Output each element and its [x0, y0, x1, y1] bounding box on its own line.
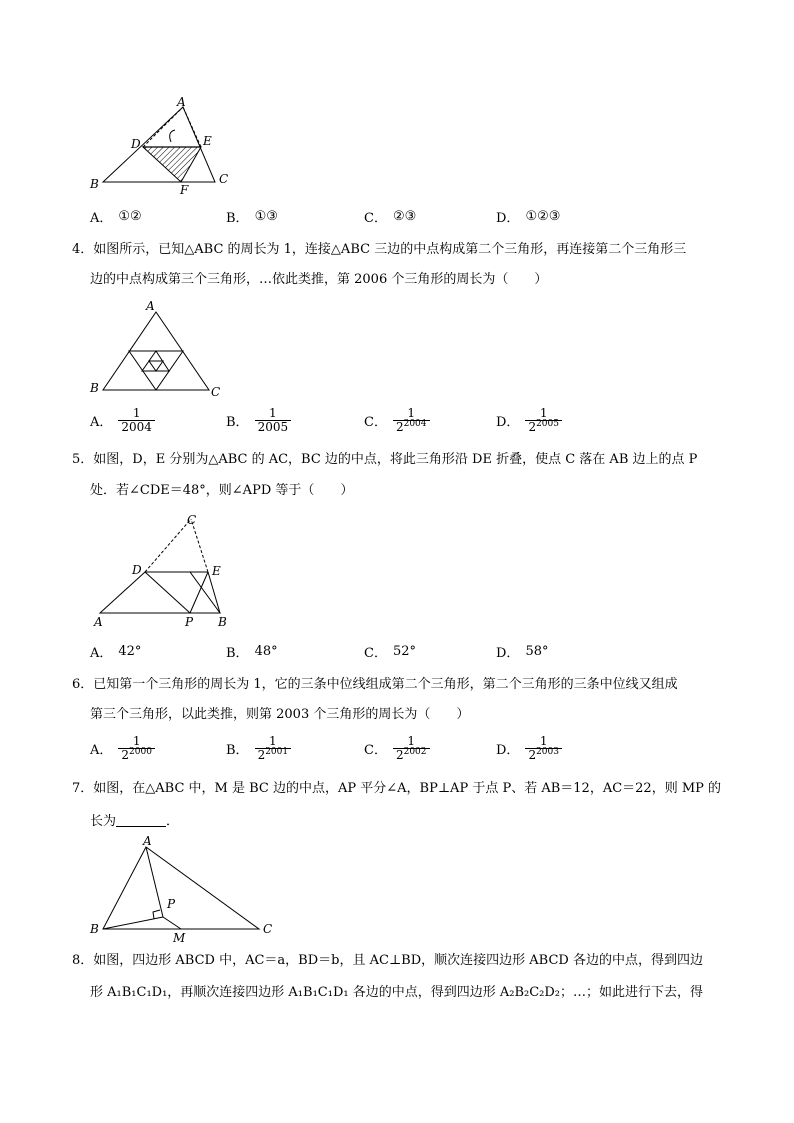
q3-label-e: E: [203, 134, 212, 148]
q5-option-b[interactable]: B． 48°: [226, 643, 278, 661]
q7-figure: [85, 832, 285, 944]
q7-label-a: A: [143, 834, 152, 848]
q4-label-b: B: [90, 381, 99, 395]
q5-label-e: E: [212, 564, 221, 578]
q3-label-b: B: [90, 177, 99, 191]
q3-options: [90, 201, 730, 231]
q5-label-a: A: [94, 615, 103, 629]
q3-option-a[interactable]: A． ①②: [90, 208, 142, 226]
q3-option-d[interactable]: D． ①②③: [496, 208, 561, 226]
q5-figure: [90, 510, 240, 630]
q8-text-line2: 形 A₁B₁C₁D₁，再顺次连接四边形 A₁B₁C₁D₁ 各边的中点，得到四边形 A₂B₂C₂D₂；…；如此进行下去，得: [90, 985, 703, 1000]
q3-triangle-abc: [103, 107, 215, 182]
q6-option-c[interactable]: C． $\frac{1}{2^{2002}}$: [364, 733, 430, 763]
q6-text-line1: 6．已知第一个三角形的周长为 1，它的三条中位线组成第二个三角形，第二个三角形的三条中位线又组成: [72, 677, 678, 692]
q6-text-line2: 第三个三角形，以此类推，则第 2003 个三角形的周长为（ ）: [90, 707, 470, 722]
q5-label-p: P: [185, 615, 194, 629]
q5-options: [90, 636, 730, 666]
q7-label-b: B: [90, 922, 99, 936]
q3-figure: [85, 95, 235, 195]
q4-text-line1: 4．如图所示，已知△ABC 的周长为 1，连接△ABC 三边的中点构成第二个三角形，再连接第二个三角形三: [72, 242, 687, 257]
q4-option-a[interactable]: A． $\frac{1}{2004}$: [90, 405, 155, 435]
q3-label-c: C: [219, 172, 229, 186]
q7-text-line1: 7．如图，在△ABC 中，M 是 BC 边的中点，AP 平分∠A，BP⊥AP 于点 P、若 AB＝12，AC＝22，则 MP 的: [72, 781, 722, 796]
q5-label-b: B: [218, 615, 227, 629]
q6-option-b[interactable]: B． $\frac{1}{2^{2001}}$: [226, 733, 291, 763]
q4-option-d[interactable]: D． $\frac{1}{2^{2005}}$: [496, 405, 562, 435]
q5-label-d: D: [132, 563, 142, 577]
q3-label-f: F: [180, 183, 189, 195]
q3-label-d: D: [131, 137, 141, 151]
q4-text-line2: 边的中点构成第三个三角形，…依此类推，第 2006 个三角形的周长为（ ）: [90, 272, 548, 287]
q3-hatched-triangle: [143, 147, 201, 182]
q7-label-c: C: [263, 922, 273, 936]
q5-text-line1: 5．如图，D，E 分别为△ABC 的 AC，BC 边的中点，将此三角形沿 DE 折叠，使点 C 落在 AB 边上的点 P: [72, 452, 698, 467]
q6-options: [90, 733, 730, 763]
q7-answer-blank[interactable]: [116, 813, 166, 827]
q4-figure: [85, 298, 230, 400]
q7-label-m: M: [173, 931, 186, 944]
q5-text-line2: 处．若∠CDE＝48°，则∠APD 等于（ ）: [90, 483, 354, 498]
q4-option-b[interactable]: B． $\frac{1}{2005}$: [226, 405, 291, 435]
q7-text-line2: [90, 812, 179, 832]
q6-option-a[interactable]: A． $\frac{1}{2^{2000}}$: [90, 733, 155, 763]
q4-option-c[interactable]: C． $\frac{1}{2^{2004}}$: [364, 405, 430, 435]
q5-option-d[interactable]: D． 58°: [496, 643, 549, 661]
q4-options: [90, 405, 730, 435]
q3-option-b[interactable]: B． ①③: [226, 208, 278, 226]
q7-prefix: 长为: [90, 814, 117, 829]
q8-text-line1: 8．如图，四边形 ABCD 中，AC＝a，BD＝b，且 AC⊥BD，顺次连接四边形 ABCD 各边的中点，得到四边: [72, 953, 703, 968]
q5-option-a[interactable]: A． 42°: [90, 643, 142, 661]
q6-option-d[interactable]: D． $\frac{1}{2^{2003}}$: [496, 733, 562, 763]
q3-option-c[interactable]: C． ②③: [364, 208, 417, 226]
q3-label-a: A: [177, 95, 186, 109]
q5-option-c[interactable]: C． 52°: [364, 643, 416, 661]
q7-label-p: P: [167, 897, 176, 911]
q5-label-c: C: [187, 513, 197, 527]
q7-suffix: ．: [166, 814, 180, 829]
q4-label-a: A: [146, 299, 155, 313]
q4-label-c: C: [211, 385, 221, 399]
